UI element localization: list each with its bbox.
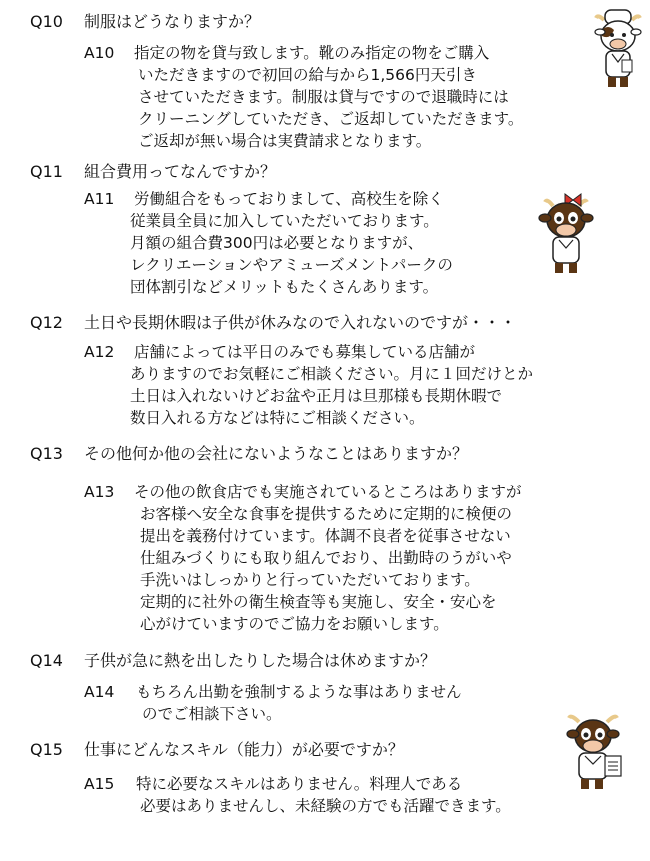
question-text: 制服はどうなりますか？ xyxy=(84,12,261,31)
cow-clipboard-mascot xyxy=(563,708,627,792)
answer-line: 月額の組合費300円は必要となりますが、 xyxy=(130,234,424,252)
answer-line: レクリエーションやアミューズメントパークの xyxy=(130,256,453,274)
question-text: 仕事にどんなスキル（能力）が必要ですか？ xyxy=(84,740,404,759)
answer-line: ご返却が無い場合は実費請求となります。 xyxy=(138,132,432,150)
answer-line: クリーニングしていただき、ご返却していただきます。 xyxy=(138,110,524,128)
question-text: 組合費用ってなんですか？ xyxy=(84,162,277,181)
answer-line: 提出を義務付けています。体調不良者を従事させない xyxy=(140,527,511,545)
answer-line: 定期的に社外の衛生検査等も実施し、安全・安心を xyxy=(140,593,497,611)
cow-chef-mascot xyxy=(590,6,646,90)
question-text: 土日や長期休暇は子供が休みなので入れないのですが・・・ xyxy=(84,313,517,332)
answer-number: A13 xyxy=(84,483,115,501)
question-number: Q13 xyxy=(30,444,63,463)
answer-line: 土日は入れないけどお盆や正月は旦那様も長期休暇で xyxy=(130,387,503,405)
answer-line: 特に必要なスキルはありません。料理人である xyxy=(136,775,463,793)
question-text: 子供が急に熱を出したりした場合は休めますか？ xyxy=(84,651,437,670)
question-number: Q14 xyxy=(30,651,63,670)
answer-line: お客様へ安全な食事を提供するために定期的に検便の xyxy=(140,505,513,523)
cow-bow-mascot xyxy=(535,190,597,276)
answer-line: 心がけていますのでご協力をお願いします。 xyxy=(140,615,449,633)
answer-line: 従業員全員に加入していただいております。 xyxy=(130,212,439,230)
answer-line: 指定の物を貸与致します。靴のみ指定の物をご購入 xyxy=(134,44,490,62)
question-number: Q15 xyxy=(30,740,63,759)
answer-line: 手洗いはしっかりと行っていただいております。 xyxy=(140,571,480,589)
answer-number: A14 xyxy=(84,683,115,701)
question-number: Q12 xyxy=(30,313,63,332)
answer-line: 仕組みづくりにも取り組んでおり、出勤時のうがいや xyxy=(140,549,512,567)
question-text: その他何か他の会社にないようなことはありますか？ xyxy=(84,444,469,463)
answer-line: させていただきます。制服は貸与ですので退職時には xyxy=(138,88,509,106)
answer-line: 必要はありませんし、未経験の方でも活躍できます。 xyxy=(140,797,511,815)
answer-line: いただきますので初回の給与から1,566円天引き xyxy=(138,66,477,84)
answer-line: のでご相談下さい。 xyxy=(142,705,282,723)
answer-line: 労働組合をもっておりまして、高校生を除く xyxy=(134,190,444,208)
answer-line: 店舗によっては平日のみでも募集している店舗が xyxy=(134,343,476,361)
answer-number: A12 xyxy=(84,343,115,361)
answer-number: A10 xyxy=(84,44,115,62)
answer-line: もちろん出勤を強制するような事はありません xyxy=(136,683,462,701)
answer-line: 団体割引などメリットもたくさんあります。 xyxy=(130,278,439,296)
answer-line: 数日入れる方などは特にご相談ください。 xyxy=(130,409,425,427)
question-number: Q11 xyxy=(30,162,63,181)
answer-line: ありますのでお気軽にご相談ください。月に１回だけとか xyxy=(130,365,534,383)
answer-number: A11 xyxy=(84,190,115,208)
question-number: Q10 xyxy=(30,12,63,31)
answer-line: その他の飲食店でも実施されているところはありますが xyxy=(134,483,522,501)
answer-number: A15 xyxy=(84,775,115,793)
